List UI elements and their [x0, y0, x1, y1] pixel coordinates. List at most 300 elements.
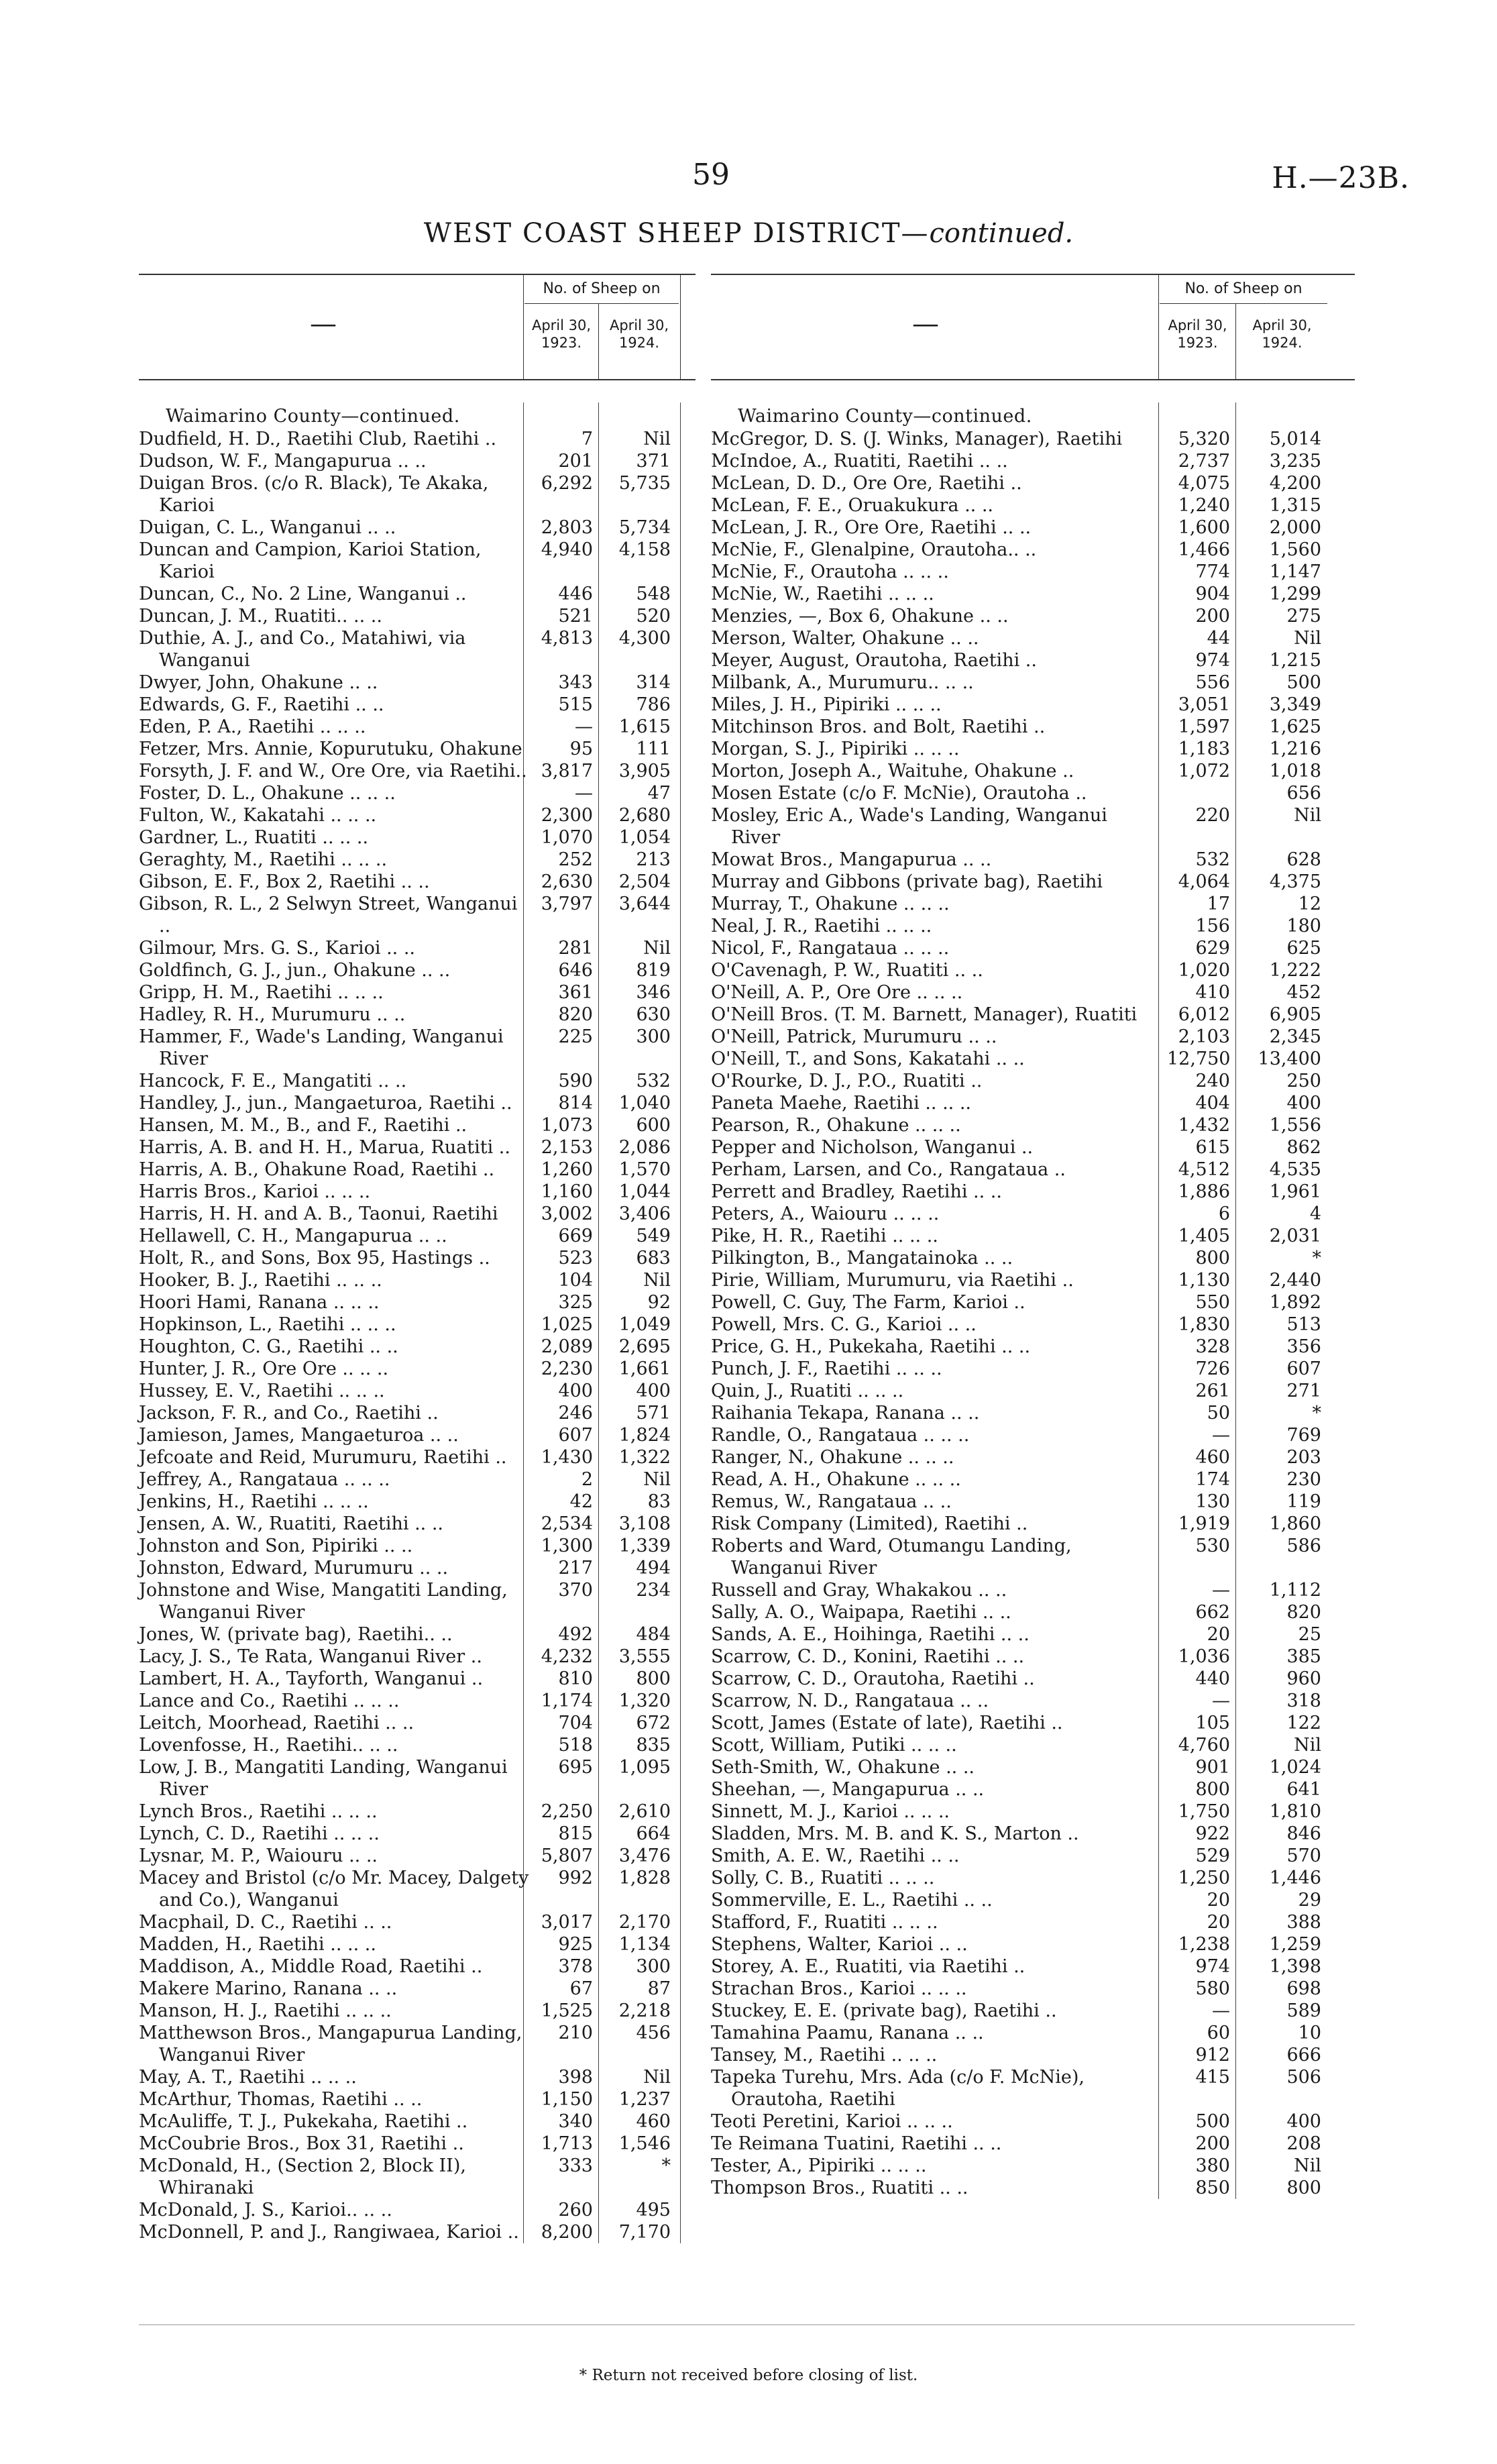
table-row [139, 804, 696, 826]
row-sheep-1923: 200 [1195, 606, 1230, 627]
row-sheep-1924: 1,095 [618, 1757, 671, 1778]
left-table-header [139, 274, 696, 380]
row-sheep-1923: 343 [558, 672, 593, 693]
row-sheep-1923: 240 [1195, 1071, 1230, 1091]
table-row [711, 1491, 1355, 1513]
row-sheep-1923: 1,020 [1178, 960, 1230, 981]
table-row [711, 1203, 1355, 1225]
table-row [139, 1513, 696, 1535]
row-sheep-1923: 50 [1207, 1403, 1230, 1424]
table-row [711, 1756, 1355, 1778]
table-row [711, 649, 1355, 672]
row-sheep-1924: 111 [636, 739, 671, 759]
row-sheep-1923: 210 [558, 2023, 593, 2043]
row-name: Jensen, A. W., Ruatiti, Raetihi .. .. [139, 1513, 444, 1534]
right-column [711, 274, 1355, 2199]
row-sheep-1924: 520 [636, 606, 671, 627]
row-sheep-1924: 2,170 [618, 1912, 671, 1933]
row-sheep-1924: 656 [1286, 783, 1321, 804]
row-name: Paneta Maehe, Raetihi .. .. .. [711, 1093, 971, 1114]
row-sheep-1923: — [1212, 1691, 1230, 1711]
row-sheep-1924: 1,556 [1269, 1115, 1321, 1136]
row-sheep-1924: 835 [636, 1735, 671, 1756]
table-row [711, 849, 1355, 871]
row-sheep-1923: — [1212, 2000, 1230, 2021]
row-sheep-1924: 2,031 [1269, 1226, 1321, 1246]
row-sheep-1923: 2,534 [541, 1513, 593, 1534]
row-sheep-1924: 1,546 [618, 2133, 671, 2154]
row-sheep-1924: 628 [1286, 849, 1321, 870]
row-name: McNie, F., Glenalpine, Orautoha.. .. [711, 539, 1037, 560]
row-name: McLean, F. E., Oruakukura .. .. [711, 495, 994, 516]
row-name: McCoubrie Bros., Box 31, Raetihi .. [139, 2133, 464, 2154]
table-row [711, 804, 1355, 849]
row-sheep-1923: 1,597 [1178, 716, 1230, 737]
table-row [711, 1181, 1355, 1203]
row-name: Houghton, C. G., Raetihi .. .. [139, 1336, 398, 1357]
row-name: Macey and Bristol (c/o Mr. Macey, Dalgety and Co.), Wanganui [139, 1868, 529, 1911]
row-sheep-1924: 2,218 [618, 2000, 671, 2021]
row-name: Jamieson, James, Mangaeturoa .. .. [139, 1425, 459, 1446]
row-sheep-1924: 1,570 [618, 1159, 671, 1180]
row-name: Scott, James (Estate of late), Raetihi .. [711, 1713, 1063, 1733]
row-sheep-1924: 3,905 [618, 761, 671, 782]
row-sheep-1924: 400 [1286, 1093, 1321, 1114]
row-sheep-1924: 495 [636, 2200, 671, 2220]
row-sheep-1923: 12,750 [1167, 1049, 1231, 1069]
row-name: Harris, A. B. and H. H., Marua, Ruatiti .. [139, 1137, 510, 1158]
table-row [139, 760, 696, 782]
row-sheep-1923: 105 [1195, 1713, 1230, 1733]
row-name: Gardner, L., Ruatiti .. .. .. [139, 827, 369, 848]
row-sheep-1923: 704 [558, 1713, 593, 1733]
row-sheep-1923: 1,830 [1178, 1314, 1230, 1335]
row-sheep-1923: 974 [1195, 1956, 1230, 1977]
row-name: Hooker, B. J., Raetihi .. .. .. [139, 1270, 382, 1291]
row-name: Lacy, J. S., Te Rata, Wanganui River .. [139, 1646, 482, 1667]
table-row [711, 1778, 1355, 1801]
table-row [139, 694, 696, 716]
table-row [139, 1424, 696, 1446]
row-sheep-1924: 630 [636, 1004, 671, 1025]
row-name: Maddison, A., Middle Road, Raetihi .. [139, 1956, 483, 1977]
table-row [711, 1823, 1355, 1845]
row-sheep-1923: 530 [1195, 1536, 1230, 1556]
row-sheep-1923: 669 [558, 1226, 593, 1246]
row-sheep-1923: 5,320 [1178, 429, 1230, 449]
row-sheep-1923: 2,250 [541, 1801, 593, 1822]
row-name: Hancock, F. E., Mangatiti .. .. [139, 1071, 407, 1091]
left-header-rule [523, 275, 524, 379]
row-sheep-1923: 532 [1195, 849, 1230, 870]
row-sheep-1923: 2,803 [541, 517, 593, 538]
table-row [711, 1092, 1355, 1114]
row-sheep-1923: 174 [1195, 1469, 1230, 1490]
row-sheep-1923: 333 [558, 2155, 593, 2176]
row-name: Hadley, R. H., Murumuru .. .. [139, 1004, 406, 1025]
row-sheep-1924: * [1312, 1403, 1321, 1424]
row-sheep-1924: 300 [636, 1026, 671, 1047]
row-name: Storey, A. E., Ruatiti, via Raetihi .. [711, 1956, 1025, 1977]
row-name: Duncan, J. M., Ruatiti.. .. .. [139, 606, 382, 627]
row-sheep-1924: 1,892 [1269, 1292, 1321, 1313]
row-sheep-1923: 2,089 [541, 1336, 593, 1357]
table-row [139, 1867, 696, 1911]
row-sheep-1924: 1,961 [1269, 1181, 1321, 1202]
row-sheep-1924: 230 [1286, 1469, 1321, 1490]
row-sheep-1924: 1,147 [1269, 561, 1321, 582]
row-name: Tapeka Turehu, Mrs. Ada (c/o F. McNie), Orautoha, Raetihi [711, 2067, 1085, 2110]
row-sheep-1923: 1,036 [1178, 1646, 1230, 1667]
row-sheep-1924: 2,086 [618, 1137, 671, 1158]
row-sheep-1923: 521 [558, 606, 593, 627]
row-sheep-1923: 814 [558, 1093, 593, 1114]
row-sheep-1924: 1,625 [1269, 716, 1321, 737]
row-name: Meyer, August, Orautoha, Raetihi .. [711, 650, 1037, 671]
row-name: Russell and Gray, Whakakou .. .. [711, 1580, 1007, 1601]
left-header-col-1924-line2: 1924. [618, 335, 660, 351]
row-sheep-1923: 2,300 [541, 805, 593, 826]
row-sheep-1924: * [661, 2155, 671, 2176]
row-name: Neal, J. R., Raetihi .. .. .. [711, 916, 932, 936]
row-name: McLean, J. R., Ore Ore, Raetihi .. .. [711, 517, 1032, 538]
row-name: Gibson, E. F., Box 2, Raetihi .. .. [139, 871, 430, 892]
row-sheep-1924: Nil [1294, 628, 1321, 649]
row-name: Sladden, Mrs. M. B. and K. S., Marton .. [711, 1823, 1079, 1844]
row-name: Milbank, A., Murumuru.. .. .. [711, 672, 974, 693]
table-row [139, 472, 696, 517]
row-sheep-1924: 2,610 [618, 1801, 671, 1822]
row-sheep-1924: 1,810 [1269, 1801, 1321, 1822]
row-sheep-1923: 460 [1195, 1447, 1230, 1468]
row-sheep-1923: 901 [1195, 1757, 1230, 1778]
table-row [711, 1734, 1355, 1756]
table-row [711, 1801, 1355, 1823]
row-sheep-1923: 95 [569, 739, 593, 759]
table-row [139, 2066, 696, 2088]
row-sheep-1924: 3,476 [618, 1845, 671, 1866]
row-sheep-1924: 800 [636, 1668, 671, 1689]
row-sheep-1923: 1,432 [1178, 1115, 1230, 1136]
table-row [139, 2088, 696, 2110]
table-row [711, 1646, 1355, 1668]
footnote: * Return not received before closing of list. [579, 2367, 918, 2384]
row-sheep-1924: 1,054 [618, 827, 671, 848]
row-name: Lynch, C. D., Raetihi .. .. .. [139, 1823, 380, 1844]
row-sheep-1923: 361 [558, 982, 593, 1003]
row-sheep-1923: 1,466 [1178, 539, 1230, 560]
row-sheep-1924: 2,440 [1269, 1270, 1321, 1291]
table-row [711, 605, 1355, 627]
table-row [139, 1159, 696, 1181]
table-row [711, 760, 1355, 782]
row-sheep-1923: 922 [1195, 1823, 1230, 1844]
table-row [711, 1269, 1355, 1291]
row-sheep-1924: 318 [1286, 1691, 1321, 1711]
table-row [139, 871, 696, 893]
row-sheep-1924: 300 [636, 1956, 671, 1977]
row-sheep-1924: 3,644 [618, 894, 671, 914]
row-sheep-1923: 4,512 [1178, 1159, 1230, 1180]
row-sheep-1924: Nil [643, 2067, 671, 2088]
left-header-col-1923-line1: April 30, [531, 317, 592, 333]
row-name: Macphail, D. C., Raetihi .. .. [139, 1912, 392, 1933]
row-sheep-1924: 13,400 [1258, 1049, 1321, 1069]
row-name: Low, J. B., Mangatiti Landing, Wanganui River [139, 1757, 508, 1800]
row-name: Punch, J. F., Raetihi .. .. .. [711, 1358, 942, 1379]
row-name: Menzies, —, Box 6, Ohakune .. .. [711, 606, 1009, 627]
row-sheep-1924: 4,300 [618, 628, 671, 649]
table-row [711, 1247, 1355, 1269]
row-sheep-1924: 862 [1286, 1137, 1321, 1158]
table-row [139, 428, 696, 450]
table-row [711, 1358, 1355, 1380]
table-row [711, 2110, 1355, 2133]
left-header-subrule [598, 303, 599, 379]
row-sheep-1924: 10 [1298, 2023, 1321, 2043]
row-sheep-1923: 1,073 [541, 1115, 593, 1136]
left-column [139, 274, 696, 2243]
table-row [711, 959, 1355, 981]
table-row [711, 2066, 1355, 2110]
row-name: Tester, A., Pipiriki .. .. .. [711, 2155, 927, 2176]
table-row [139, 1446, 696, 1468]
table-row [711, 1159, 1355, 1181]
row-name: O'Cavenagh, P. W., Ruatiti .. .. [711, 960, 983, 981]
row-sheep-1923: 200 [1195, 2133, 1230, 2154]
row-sheep-1923: 1,240 [1178, 495, 1230, 516]
row-name: Jeffrey, A., Rangataua .. .. .. [139, 1469, 390, 1490]
row-name: Pepper and Nicholson, Wanganui .. [711, 1137, 1034, 1158]
row-sheep-1924: 1,315 [1269, 495, 1321, 516]
table-row [139, 981, 696, 1004]
row-sheep-1924: 83 [647, 1491, 671, 1512]
right-header-group: No. of Sheep on [1184, 280, 1302, 297]
table-row [711, 782, 1355, 804]
table-row [711, 1668, 1355, 1690]
row-sheep-1924: 12 [1298, 894, 1321, 914]
row-name: Johnston and Son, Pipiriki .. .. [139, 1536, 413, 1556]
row-sheep-1924: Nil [643, 429, 671, 449]
row-sheep-1924: 7,170 [618, 2222, 671, 2243]
bottom-rule [139, 2324, 1355, 2325]
row-name: Gripp, H. M., Raetihi .. .. .. [139, 982, 384, 1003]
row-sheep-1923: 925 [558, 1934, 593, 1955]
row-sheep-1924: 1,560 [1269, 539, 1321, 560]
row-sheep-1923: 261 [1195, 1381, 1230, 1401]
row-sheep-1924: Nil [1294, 805, 1321, 826]
row-sheep-1924: 1,824 [618, 1425, 671, 1446]
right-section-heading: Waimarino County—continued. [738, 406, 1032, 427]
row-sheep-1924: 1,398 [1269, 1956, 1321, 1977]
table-row [711, 472, 1355, 494]
row-sheep-1923: 726 [1195, 1358, 1230, 1379]
table-row [711, 494, 1355, 517]
row-sheep-1924: 494 [636, 1558, 671, 1578]
row-sheep-1923: 130 [1195, 1491, 1230, 1512]
table-row [139, 1734, 696, 1756]
row-sheep-1924: 1,049 [618, 1314, 671, 1335]
row-name: Smith, A. E. W., Raetihi .. .. [711, 1845, 960, 1866]
row-sheep-1923: 60 [1207, 2023, 1230, 2043]
row-sheep-1923: 5,807 [541, 1845, 593, 1866]
table-row [139, 1956, 696, 1978]
table-row [139, 627, 696, 672]
row-name: McDonald, H., (Section 2, Block II), Whiranaki [139, 2155, 466, 2198]
table-row [711, 1136, 1355, 1159]
row-sheep-1923: 8,200 [541, 2222, 593, 2243]
row-name: Miles, J. H., Pipiriki .. .. .. [711, 694, 942, 715]
table-row [139, 2110, 696, 2133]
table-row [139, 1623, 696, 1646]
row-sheep-1924: 400 [636, 1381, 671, 1401]
title-continued: continued. [929, 218, 1074, 249]
row-name: Manson, H. J., Raetihi .. .. .. [139, 2000, 392, 2021]
table-row [139, 1070, 696, 1092]
row-sheep-1924: 356 [1286, 1336, 1321, 1357]
row-sheep-1923: 380 [1195, 2155, 1230, 2176]
row-name: Perham, Larsen, and Co., Rangataua .. [711, 1159, 1066, 1180]
table-row [139, 672, 696, 694]
row-name: Lysnar, M. P., Waiouru .. .. [139, 1845, 378, 1866]
row-name: Harris, A. B., Ohakune Road, Raetihi .. [139, 1159, 495, 1180]
row-sheep-1924: 672 [636, 1713, 671, 1733]
row-sheep-1924: 2,000 [1269, 517, 1321, 538]
row-sheep-1924: 1,322 [618, 1447, 671, 1468]
row-name: Harris, H. H. and A. B., Taonui, Raetihi [139, 1203, 498, 1224]
table-row [139, 1712, 696, 1734]
row-name: Mitchinson Bros. and Bolt, Raetihi .. [711, 716, 1046, 737]
table-row [711, 1380, 1355, 1402]
row-name: Hussey, E. V., Raetihi .. .. .. [139, 1381, 385, 1401]
row-sheep-1923: — [575, 716, 593, 737]
table-row [139, 1136, 696, 1159]
row-name: Hopkinson, L., Raetihi .. .. .. [139, 1314, 396, 1335]
table-row [711, 2133, 1355, 2155]
row-name: Hunter, J. R., Ore Ore .. .. .. [139, 1358, 389, 1379]
row-sheep-1924: 4,535 [1269, 1159, 1321, 1180]
table-row [711, 1579, 1355, 1601]
row-sheep-1924: 400 [1286, 2111, 1321, 2132]
table-row [139, 1092, 696, 1114]
table-row [711, 583, 1355, 605]
row-name: Pearson, R., Ohakune .. .. .. [711, 1115, 961, 1136]
row-sheep-1923: 217 [558, 1558, 593, 1578]
row-sheep-1924: 4,375 [1269, 871, 1321, 892]
row-name: Makere Marino, Ranana .. .. [139, 1978, 398, 1999]
row-name: May, A. T., Raetihi .. .. .. [139, 2067, 357, 2088]
row-sheep-1924: 607 [1286, 1358, 1321, 1379]
row-sheep-1923: 500 [1195, 2111, 1230, 2132]
row-sheep-1923: 1,238 [1178, 1934, 1230, 1955]
row-sheep-1923: 404 [1195, 1093, 1230, 1114]
row-sheep-1923: 1,150 [541, 2089, 593, 2110]
row-sheep-1924: 570 [1286, 1845, 1321, 1866]
row-name: O'Rourke, D. J., P.O., Ruatiti .. [711, 1071, 983, 1091]
table-row [139, 1911, 696, 1933]
table-row [139, 782, 696, 804]
row-sheep-1923: 492 [558, 1624, 593, 1645]
row-name: Lovenfosse, H., Raetihi.. .. .. [139, 1735, 398, 1756]
row-sheep-1924: 203 [1286, 1447, 1321, 1468]
row-name: McNie, W., Raetihi .. .. .. [711, 584, 934, 604]
row-sheep-1923: 615 [1195, 1137, 1230, 1158]
row-sheep-1923: 340 [558, 2111, 593, 2132]
right-header-rule [1158, 275, 1159, 379]
row-name: O'Neill, T., and Sons, Kakatahi .. .. [711, 1049, 1025, 1069]
row-name: Thompson Bros., Ruatiti .. .. [711, 2178, 968, 2198]
table-row [139, 2022, 696, 2066]
row-sheep-1924: 664 [636, 1823, 671, 1844]
row-sheep-1923: — [1212, 1580, 1230, 1601]
row-sheep-1924: Nil [643, 938, 671, 959]
row-sheep-1923: 3,017 [541, 1912, 593, 1933]
row-sheep-1923: 974 [1195, 650, 1230, 671]
table-row [711, 428, 1355, 450]
row-sheep-1924: 506 [1286, 2067, 1321, 2088]
row-sheep-1923: 515 [558, 694, 593, 715]
table-row [711, 1845, 1355, 1867]
row-name: Jefcoate and Reid, Murumuru, Raetihi .. [139, 1447, 507, 1468]
table-row [139, 539, 696, 583]
row-name: Morton, Joseph A., Waituhe, Ohakune .. [711, 761, 1074, 782]
row-name: Lance and Co., Raetihi .. .. .. [139, 1691, 400, 1711]
row-name: Jones, W. (private bag), Raetihi.. .. [139, 1624, 453, 1645]
table-row [711, 1026, 1355, 1048]
row-sheep-1924: 2,695 [618, 1336, 671, 1357]
row-name: Mowat Bros., Mangapurua .. .. [711, 849, 992, 870]
table-row [139, 1646, 696, 1668]
row-sheep-1924: Nil [643, 1270, 671, 1291]
table-row [711, 1911, 1355, 1933]
row-sheep-1924: 346 [636, 982, 671, 1003]
row-sheep-1924: 371 [636, 451, 671, 472]
row-sheep-1924: 586 [1286, 1536, 1321, 1556]
row-sheep-1924: 1,216 [1269, 739, 1321, 759]
row-sheep-1924: 3,406 [618, 1203, 671, 1224]
row-sheep-1924: 122 [1286, 1713, 1321, 1733]
row-name: Sinnett, M. J., Karioi .. .. .. [711, 1801, 950, 1822]
row-sheep-1924: 3,349 [1269, 694, 1321, 715]
row-name: O'Neill Bros. (T. M. Barnett, Manager), Ruatiti [711, 1004, 1138, 1025]
row-sheep-1924: 960 [1286, 1668, 1321, 1689]
row-sheep-1924: 1,446 [1269, 1868, 1321, 1888]
row-sheep-1923: 1,070 [541, 827, 593, 848]
row-sheep-1923: 1,072 [1178, 761, 1230, 782]
row-name: Forsyth, J. F. and W., Ore Ore, via Raetihi.. [139, 761, 527, 782]
row-name: Scott, William, Putiki .. .. .. [711, 1735, 957, 1756]
table-row [139, 517, 696, 539]
row-sheep-1923: 629 [1195, 938, 1230, 959]
row-name: Price, G. H., Pukekaha, Raetihi .. .. [711, 1336, 1031, 1357]
row-sheep-1924: 1,828 [618, 1868, 671, 1888]
row-sheep-1924: 1,215 [1269, 650, 1321, 671]
row-sheep-1924: 820 [1286, 1602, 1321, 1623]
table-row [711, 2000, 1355, 2022]
row-sheep-1924: 1,615 [618, 716, 671, 737]
row-sheep-1923: 550 [1195, 1292, 1230, 1313]
row-name: Edwards, G. F., Raetihi .. .. [139, 694, 384, 715]
row-name: Scarrow, C. D., Orautoha, Raetihi .. [711, 1668, 1035, 1689]
page-number: 59 [692, 158, 730, 192]
row-sheep-1923: 44 [1207, 628, 1230, 649]
table-row [711, 517, 1355, 539]
row-sheep-1923: 1,025 [541, 1314, 593, 1335]
row-sheep-1924: 2,504 [618, 871, 671, 892]
row-name: Fetzer, Mrs. Annie, Kopurutuku, Ohakune [139, 739, 522, 759]
row-sheep-1923: 590 [558, 1071, 593, 1091]
table-row [139, 1026, 696, 1070]
